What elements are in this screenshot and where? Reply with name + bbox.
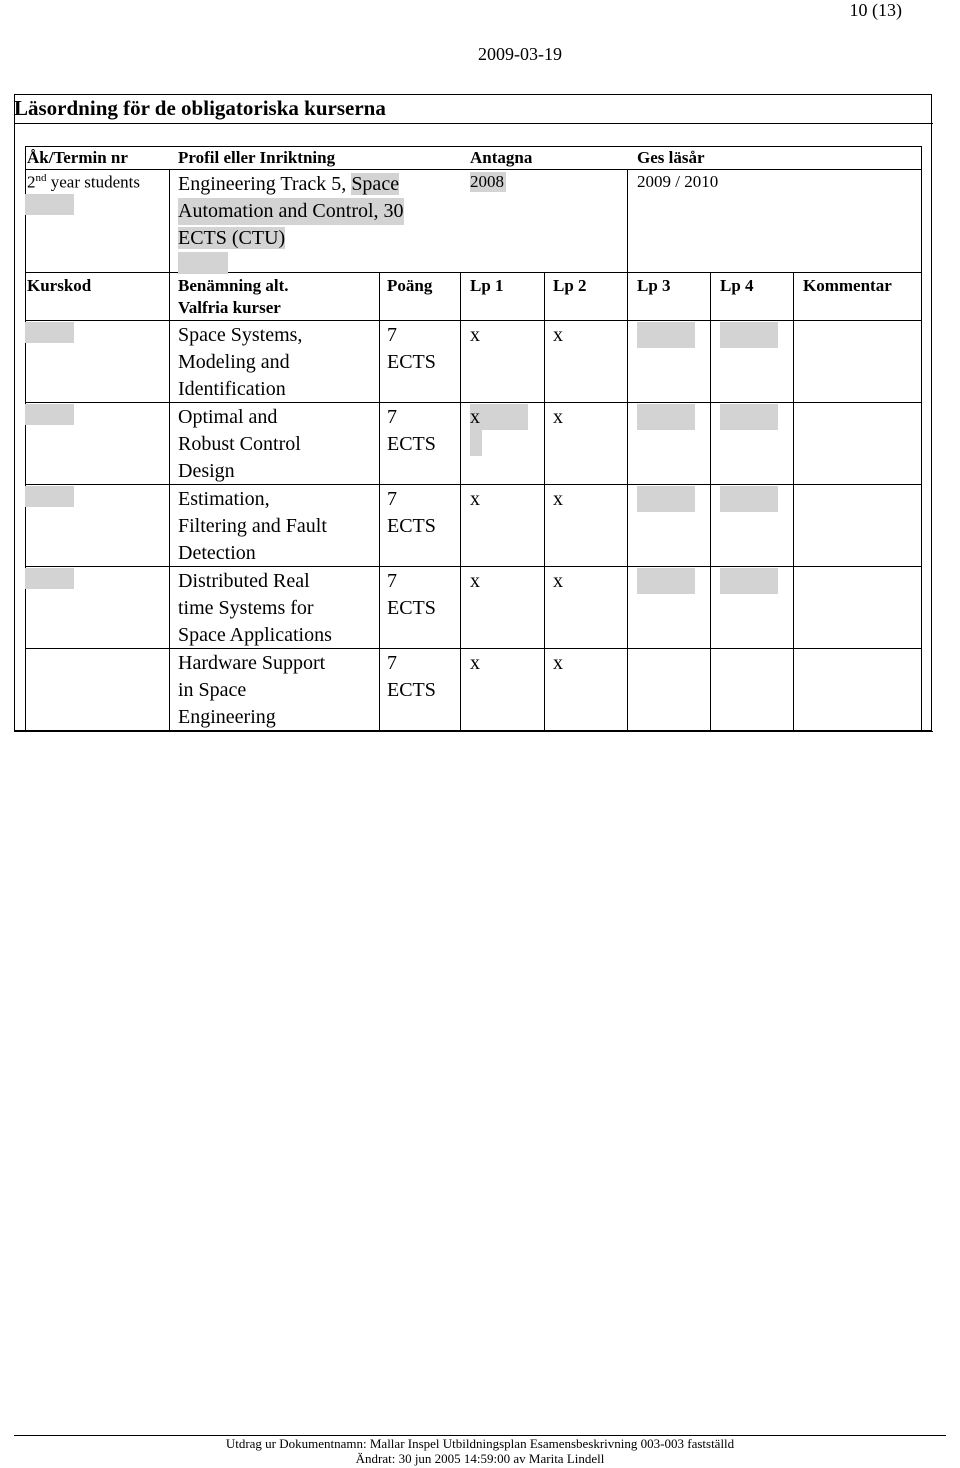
redacted-field — [178, 252, 228, 274]
course-lp2: x — [553, 488, 563, 510]
header-lp2: Lp 2 — [553, 276, 587, 295]
header-antagna: Antagna — [470, 148, 533, 167]
course-lp1: x — [470, 488, 480, 510]
course-name: Hardware Support in Space Engineering — [178, 652, 326, 728]
redacted-lp4 — [720, 322, 778, 348]
redacted-lp4 — [720, 568, 778, 594]
course-points: 7 ECTS — [387, 652, 436, 701]
page-number: 10 (13) — [849, 0, 902, 20]
course-lp1: x — [470, 406, 480, 428]
redacted-field — [25, 194, 74, 215]
footer-line-1: Utdrag ur Dokumentnamn: Mallar Inspel Utbildningsplan Esamensbeskrivning 003-003 fastställd — [225, 1436, 735, 1451]
highlight-lp1-tail — [470, 430, 482, 456]
course-name: Space Systems, Modeling and Identification — [178, 324, 303, 400]
header-profil: Profil eller Inriktning — [178, 148, 336, 167]
header-valfria: Valfria kurser — [178, 298, 281, 317]
profil-value: Engineering Track 5, Space Automation and Control, 30 ECTS (CTU) — [178, 173, 404, 249]
header-benamning: Benämning alt. — [178, 276, 289, 295]
redacted-kurskod — [25, 322, 74, 343]
course-lp2: x — [553, 652, 563, 674]
ges-lasar-value: 2009 / 2010 — [637, 172, 719, 191]
course-points: 7 ECTS — [387, 324, 436, 373]
header-kurskod: Kurskod — [27, 276, 92, 295]
course-lp1: x — [470, 570, 480, 592]
header-kommentar: Kommentar — [803, 276, 892, 295]
course-points: 7 ECTS — [387, 488, 436, 537]
course-name: Estimation, Filtering and Fault Detection — [178, 488, 327, 564]
course-lp2: x — [553, 570, 563, 592]
course-lp1: x — [470, 324, 480, 346]
document-date: 2009-03-19 — [478, 44, 562, 64]
course-points: 7 ECTS — [387, 406, 436, 455]
header-lp4: Lp 4 — [720, 276, 754, 295]
document-title: Läsordning för de obligatoriska kurserna — [14, 96, 386, 120]
redacted-kurskod — [25, 404, 74, 425]
header-lp3: Lp 3 — [637, 276, 671, 295]
antagna-value: 2008 — [470, 172, 504, 191]
header-ges-lasar: Ges läsår — [637, 148, 705, 167]
redacted-lp3 — [637, 486, 695, 512]
redacted-lp4 — [720, 486, 778, 512]
course-name: Distributed Real time Systems for Space Applications — [178, 570, 332, 646]
footer-line-2: Ändrat: 30 jun 2005 14:59:00 av Marita Lindell — [355, 1451, 605, 1466]
course-lp2: x — [553, 324, 563, 346]
redacted-lp3 — [637, 322, 695, 348]
redacted-kurskod — [25, 486, 74, 507]
redacted-kurskod — [25, 568, 74, 589]
header-ak-termin: Åk/Termin nr — [27, 148, 128, 167]
course-name: Optimal and Robust Control Design — [178, 406, 301, 482]
header-poang: Poäng — [387, 276, 433, 295]
header-lp1: Lp 1 — [470, 276, 504, 295]
redacted-lp3 — [637, 404, 695, 430]
course-points: 7 ECTS — [387, 570, 436, 619]
year-students: 2nd year students — [27, 172, 140, 192]
redacted-lp3 — [637, 568, 695, 594]
redacted-lp4 — [720, 404, 778, 430]
course-lp2: x — [553, 406, 563, 428]
course-lp1: x — [470, 652, 480, 674]
